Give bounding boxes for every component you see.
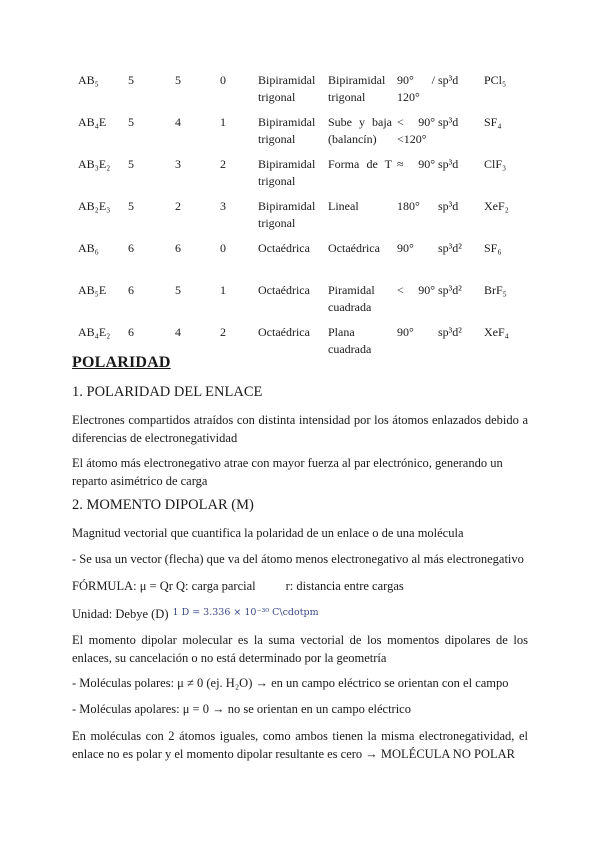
cell-molecule-type: AB₆ [78, 241, 99, 255]
cell-bond-angle: ≈ 90° [397, 157, 435, 171]
table-row [72, 198, 532, 240]
cell-bonding-pairs: 5 [175, 283, 181, 297]
cell-bonding-pairs: 6 [175, 241, 181, 255]
paragraph-momento-molecular: El momento dipolar molecular es la suma vectorial de los momentos dipolares de los enlaces, su cancelación o no está determinado por la geometría [72, 633, 528, 665]
cell-electron-geometry: Octaédrica [258, 283, 310, 297]
cell-electron-pairs: 6 [128, 283, 134, 297]
cell-lone-pairs: 1 [220, 283, 226, 297]
cell-molecular-geometry: Sube y baja (balancín) [328, 115, 392, 146]
paragraph-formula [72, 577, 528, 595]
paragraph-magnitud-vectorial: Magnitud vectorial que cuantifica la polaridad de un enlace o de una molécula [72, 526, 464, 540]
cell-molecule-type: AB₄E₂ [78, 325, 111, 339]
cell-molecule-type: AB₅ [78, 73, 99, 87]
cell-molecular-geometry: Lineal [328, 199, 359, 213]
cell-example: XeF₄ [484, 325, 509, 339]
cell-bond-angle: 90° / 120° [397, 73, 435, 104]
cell-bonding-pairs: 4 [175, 325, 181, 339]
table-row [72, 156, 532, 198]
cell-molecule-type: AB₄E [78, 115, 107, 129]
paragraph-definicion-polaridad: Electrones compartidos atraídos con distinta intensidad por los átomos enlazados debido a diferencias de electronegatividad [72, 413, 528, 445]
paragraph-atomo-electronegativo: El átomo más electronegativo atrae con mayor fuerza al par electrónico, generando un reparto asimétrico de carga [72, 456, 503, 488]
cell-bond-angle: 90° [397, 241, 414, 255]
subsection-title-momento-dipolar: 2. MOMENTO DIPOLAR (M) [72, 497, 254, 513]
unit-text: Unidad: Debye (D) [72, 607, 169, 621]
paragraph-unidad [72, 604, 528, 623]
cell-molecular-geometry: Bipiramidal trigonal [328, 73, 386, 104]
subsection-title-polaridad-enlace: 1. POLARIDAD DEL ENLACE [72, 384, 263, 400]
cell-electron-geometry: Octaédrica [258, 325, 310, 339]
cell-hybridization: sp³d [438, 157, 459, 171]
cell-electron-pairs: 5 [128, 199, 134, 213]
table-row [72, 240, 532, 282]
cell-electron-geometry: Bipiramidal trigonal [258, 115, 316, 146]
cell-electron-pairs: 5 [128, 157, 134, 171]
cell-electron-pairs: 5 [128, 73, 134, 87]
cell-lone-pairs: 0 [220, 241, 226, 255]
cell-molecular-geometry: Octaédrica [328, 241, 380, 255]
cell-electron-pairs: 6 [128, 241, 134, 255]
cell-hybridization: sp³d² [438, 241, 462, 255]
cell-bonding-pairs: 5 [175, 73, 181, 87]
formula-text: FÓRMULA: μ = Qr Q: carga parcial [72, 579, 256, 593]
cell-hybridization: sp³d² [438, 325, 462, 339]
cell-bonding-pairs: 2 [175, 199, 181, 213]
cell-electron-geometry: Bipiramidal trigonal [258, 73, 316, 104]
cell-hybridization: sp³d² [438, 283, 462, 297]
cell-molecule-type: AB₃E₂ [78, 157, 111, 171]
paragraph-vector-flecha: - Se usa un vector (flecha) que va del átomo menos electronegativo al más electronegativo [72, 552, 524, 566]
cell-lone-pairs: 0 [220, 73, 226, 87]
cell-bond-angle: < 90° [397, 283, 435, 297]
cell-molecular-geometry: Plana cuadrada [328, 325, 372, 356]
cell-bond-angle: < 90° <120° [397, 115, 435, 146]
cell-lone-pairs: 2 [220, 157, 226, 171]
section-title-polaridad: POLARIDAD [72, 354, 171, 371]
cell-example: SF₆ [484, 241, 502, 255]
formula-distance-text: r: distancia entre cargas [285, 579, 404, 593]
debye-formula-image: 1 D = 3.336 × 10⁻³⁰ C\cdotpm [172, 607, 319, 618]
cell-electron-geometry: Octaédrica [258, 241, 310, 255]
cell-hybridization: sp³d [438, 199, 459, 213]
paragraph-moleculas-polares: - Moléculas polares: μ ≠ 0 (ej. H₂O) → en un campo eléctrico se orientan con el campo [72, 676, 509, 690]
vsepr-table [72, 72, 532, 366]
cell-bond-angle: 180° [397, 199, 420, 213]
cell-bonding-pairs: 3 [175, 157, 181, 171]
cell-molecule-type: AB₅E [78, 283, 107, 297]
table-row [72, 114, 532, 156]
paragraph-moleculas-apolares: - Moléculas apolares: μ = 0 → no se orientan en un campo eléctrico [72, 702, 411, 716]
cell-electron-pairs: 6 [128, 325, 134, 339]
cell-electron-pairs: 5 [128, 115, 134, 129]
cell-example: BrF₅ [484, 283, 507, 297]
cell-hybridization: sp³d [438, 73, 459, 87]
cell-hybridization: sp³d [438, 115, 459, 129]
cell-molecular-geometry: Piramidal cuadrada [328, 283, 375, 314]
cell-example: ClF₃ [484, 157, 507, 171]
cell-example: XeF₂ [484, 199, 509, 213]
cell-molecule-type: AB₂E₃ [78, 199, 111, 213]
cell-molecular-geometry: Forma de T [328, 157, 392, 171]
paragraph-atomos-iguales: En moléculas con 2 átomos iguales, como ambos tienen la misma electronegatividad, el enlace no es polar y el momento dipolar resultante es cero → MOLÉCULA NO POLAR [72, 729, 528, 761]
cell-electron-geometry: Bipiramidal trigonal [258, 157, 316, 188]
cell-lone-pairs: 3 [220, 199, 226, 213]
table-row [72, 282, 532, 324]
cell-bond-angle: 90° [397, 325, 414, 339]
cell-bonding-pairs: 4 [175, 115, 181, 129]
cell-example: PCl₅ [484, 73, 507, 87]
cell-electron-geometry: Bipiramidal trigonal [258, 199, 316, 230]
cell-lone-pairs: 1 [220, 115, 226, 129]
cell-lone-pairs: 2 [220, 325, 226, 339]
table-row [72, 72, 532, 114]
cell-example: SF₄ [484, 115, 502, 129]
